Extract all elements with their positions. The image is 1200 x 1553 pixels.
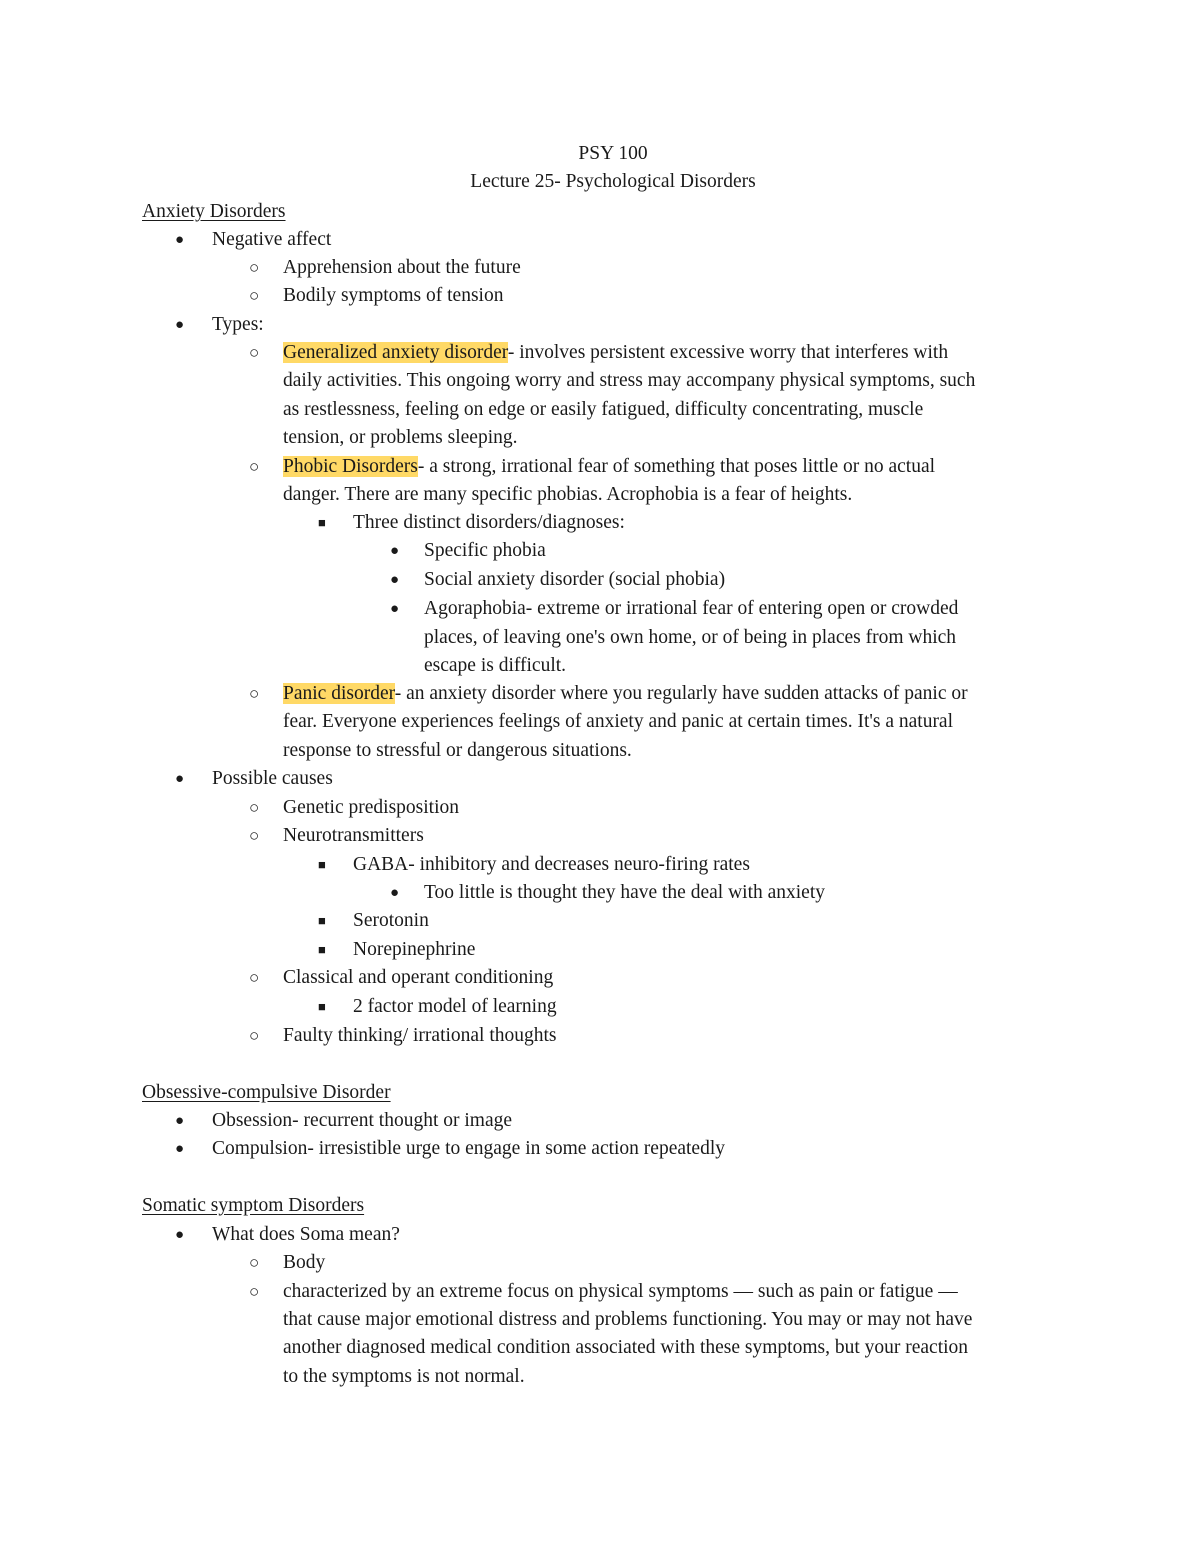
term-definition: - involves persistent excessive worry that interferes with — [507, 342, 949, 363]
bullet-circle-icon — [249, 339, 259, 367]
bullet-circle-icon — [249, 680, 259, 708]
list-item — [283, 453, 935, 481]
list-item-continuation: fear. Everyone experiences feelings of anxiety and panic at certain times. It's a natural — [283, 711, 954, 732]
highlighted-term: Generalized anxiety disorder — [283, 342, 508, 363]
list-item: Faulty thinking/ irrational thoughts — [283, 1025, 557, 1046]
list-item — [283, 680, 968, 708]
bullet-circle-icon — [249, 1022, 259, 1050]
bullet-circle-icon — [249, 254, 259, 282]
bullet-square-icon — [318, 907, 326, 935]
list-item: Apprehension about the future — [283, 257, 521, 278]
list-item: Types: — [212, 314, 264, 335]
list-item: 2 factor model of learning — [353, 996, 557, 1017]
bullet-circle-icon — [249, 282, 259, 310]
bullet-circle-icon — [249, 1249, 259, 1277]
list-item: Bodily symptoms of tension — [283, 285, 504, 306]
bullet-disc-icon — [175, 311, 184, 339]
bullet-circle-icon — [249, 794, 259, 822]
list-item-continuation: response to stressful or dangerous situations. — [283, 740, 632, 761]
bullet-disc-icon — [175, 1135, 184, 1163]
bullet-square-icon — [318, 993, 326, 1021]
bullet-circle-icon — [249, 964, 259, 992]
list-item-continuation: tension, or problems sleeping. — [283, 427, 518, 448]
bullet-circle-icon — [249, 822, 259, 850]
list-item: Possible causes — [212, 768, 333, 789]
list-item: Body — [283, 1252, 326, 1273]
bullet-disc-icon — [175, 1221, 184, 1249]
anxiety-heading: Anxiety Disorders — [142, 201, 286, 222]
highlighted-term: Phobic Disorders — [283, 456, 418, 477]
list-item: What does Soma mean? — [212, 1224, 400, 1245]
list-item: Compulsion- irresistible urge to engage in some action repeatedly — [212, 1138, 726, 1159]
bullet-disc-icon — [175, 765, 184, 793]
list-item — [283, 339, 948, 367]
bullet-square-icon — [318, 936, 326, 964]
list-item-continuation: places, of leaving one's own home, or of being in places from which — [424, 627, 957, 648]
bullet-circle-icon — [249, 1278, 259, 1306]
list-item-continuation: another diagnosed medical condition associated with these symptoms, but your reaction — [283, 1337, 969, 1358]
list-item: Negative affect — [212, 229, 332, 250]
list-item: Norepinephrine — [353, 939, 476, 960]
course-title: PSY 100 — [578, 143, 648, 164]
list-item: Genetic predisposition — [283, 797, 460, 818]
list-item: Serotonin — [353, 910, 429, 931]
list-item: Neurotransmitters — [283, 825, 424, 846]
highlighted-term: Panic disorder — [283, 683, 395, 704]
bullet-square-icon — [318, 851, 326, 879]
list-item: Obsession- recurrent thought or image — [212, 1110, 513, 1131]
list-item: Too little is thought they have the deal with anxiety — [424, 882, 826, 903]
list-item-continuation: that cause major emotional distress and problems functioning. You may or may not have — [283, 1309, 973, 1330]
lecture-title: Lecture 25- Psychological Disorders — [470, 171, 756, 192]
term-definition: - an anxiety disorder where you regularly have sudden attacks of panic or — [394, 683, 968, 704]
list-item-continuation: as restlessness, feeling on edge or easily fatigued, difficulty concentrating, muscle — [283, 399, 924, 420]
list-item: GABA- inhibitory and decreases neuro-firing rates — [353, 854, 750, 875]
list-item-continuation: to the symptoms is not normal. — [283, 1366, 525, 1387]
list-item: Three distinct disorders/diagnoses: — [353, 512, 625, 533]
list-item: Agoraphobia- extreme or irrational fear of entering open or crowded — [424, 598, 959, 619]
list-item: Classical and operant conditioning — [283, 967, 554, 988]
list-item: Social anxiety disorder (social phobia) — [424, 569, 726, 590]
bullet-circle-icon — [249, 453, 259, 481]
bullet-disc-icon — [390, 595, 399, 623]
list-item-continuation: escape is difficult. — [424, 655, 567, 676]
list-item-continuation: daily activities. This ongoing worry and stress may accompany physical symptoms, such — [283, 370, 976, 391]
list-item: characterized by an extreme focus on physical symptoms — such as pain or fatigue — — [283, 1281, 958, 1302]
list-item-continuation: danger. There are many specific phobias. Acrophobia is a fear of heights. — [283, 484, 853, 505]
bullet-disc-icon — [175, 1107, 184, 1135]
ocd-heading: Obsessive-compulsive Disorder — [142, 1082, 391, 1103]
term-definition: - a strong, irrational fear of something that poses little or no actual — [417, 456, 936, 477]
bullet-square-icon — [318, 509, 326, 537]
bullet-disc-icon — [390, 879, 399, 907]
bullet-disc-icon — [390, 566, 399, 594]
bullet-disc-icon — [390, 537, 399, 565]
bullet-disc-icon — [175, 226, 184, 254]
somatic-heading: Somatic symptom Disorders — [142, 1195, 365, 1216]
list-item: Specific phobia — [424, 540, 546, 561]
